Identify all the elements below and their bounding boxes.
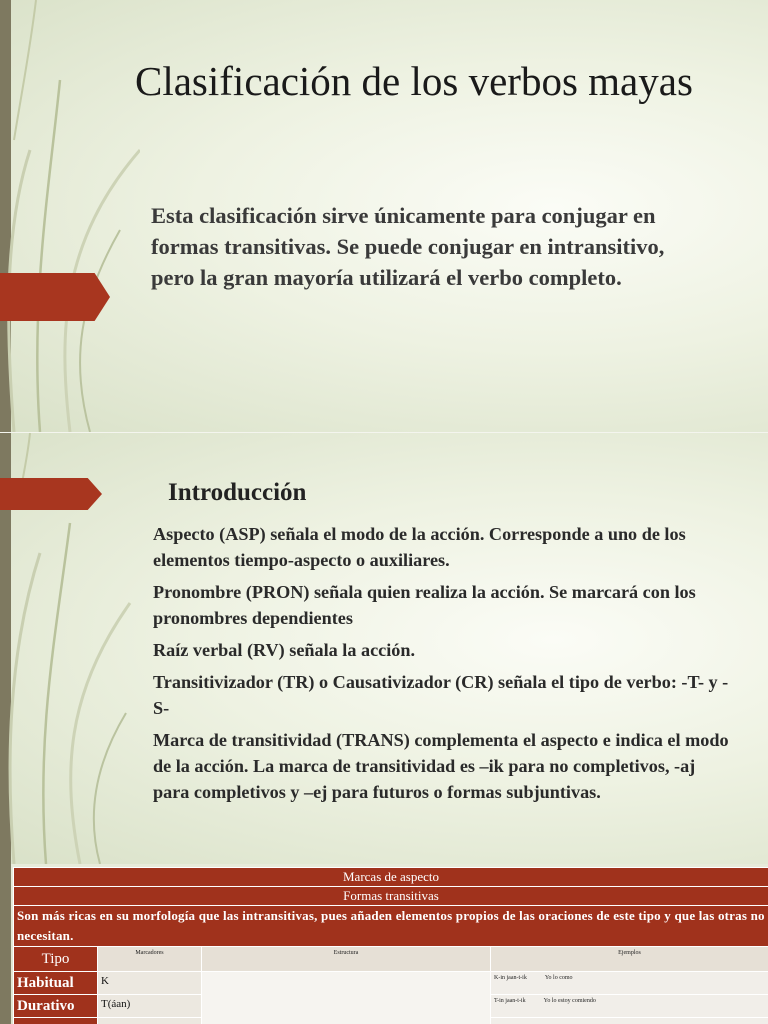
- table-row: [14, 887, 768, 906]
- table-description: Son más ricas en su morfología que las intransitivas, pues añaden elementos propios de las oraciones de este tipo y que las otras no necesitan.: [14, 906, 768, 947]
- slide-title-heading: Clasificación de los verbos mayas: [135, 58, 693, 104]
- slide-introduccion: [0, 433, 768, 864]
- example-cell: K-in jaan-t-ik Yo lo como: [491, 972, 768, 995]
- intro-bullet-list: [133, 521, 733, 811]
- table-row: [14, 906, 768, 947]
- row-label-cut-off: [14, 1018, 98, 1024]
- left-accent-bar: [0, 864, 11, 1024]
- arrow-accent: [0, 478, 102, 510]
- table-row: [14, 868, 768, 887]
- slide-marcas-aspecto: [0, 864, 768, 1024]
- bullet-item: Transitivizador (TR) o Causativizador (CR) señala el tipo de verbo: -T- y -S-: [153, 672, 729, 718]
- band-marcas-aspecto: Marcas de aspecto: [14, 868, 768, 887]
- bullet-item: Raíz verbal (RV) señala la acción.: [153, 640, 416, 660]
- marker-cell: T(áan): [98, 995, 202, 1018]
- bullet-item: Aspecto (ASP) señala el modo de la acción. Corresponde a uno de los elementos tiempo-aspecto o auxiliares.: [153, 524, 686, 570]
- header-ejemplos: Ejemplos: [491, 947, 768, 972]
- table-row: [14, 972, 768, 995]
- slide-title: [0, 0, 768, 432]
- header-tipo: Tipo: [14, 947, 98, 972]
- structure-cell: [202, 972, 491, 1024]
- header-estructura: Estructura: [202, 947, 491, 972]
- row-label-habitual: Habitual: [14, 972, 98, 995]
- row-label-durativo: Durativo: [14, 995, 98, 1018]
- marker-cell: [98, 1018, 202, 1024]
- bullet-item: Marca de transitividad (TRANS) complementa el aspecto e indica el modo de la acción. La marca de transitividad es –ik para no completivos, -aj para completivos y –ej para futuros o formas subjuntivas.: [153, 730, 729, 802]
- example-cell: [491, 1018, 768, 1024]
- table-header-row: [14, 947, 768, 972]
- example-cell: T-in jaan-t-ik Yo lo estoy comiendo: [491, 995, 768, 1018]
- arrow-accent: [0, 273, 110, 321]
- decorative-stems: [0, 0, 140, 432]
- header-marcadores: Marcadores: [98, 947, 202, 972]
- intro-heading: Introducción: [168, 479, 307, 506]
- bullet-item: Pronombre (PRON) señala quien realiza la acción. Se marcará con los pronombres dependientes: [153, 582, 696, 628]
- aspect-markers-table: [13, 867, 768, 1024]
- slide-subtitle: Esta clasificación sirve únicamente para conjugar en formas transitivas. Se puede conjugar en intransitivo, pero la gran mayoría utilizará el verbo completo.: [151, 203, 665, 290]
- band-formas-transitivas: Formas transitivas: [14, 887, 768, 906]
- marker-cell: K: [98, 972, 202, 995]
